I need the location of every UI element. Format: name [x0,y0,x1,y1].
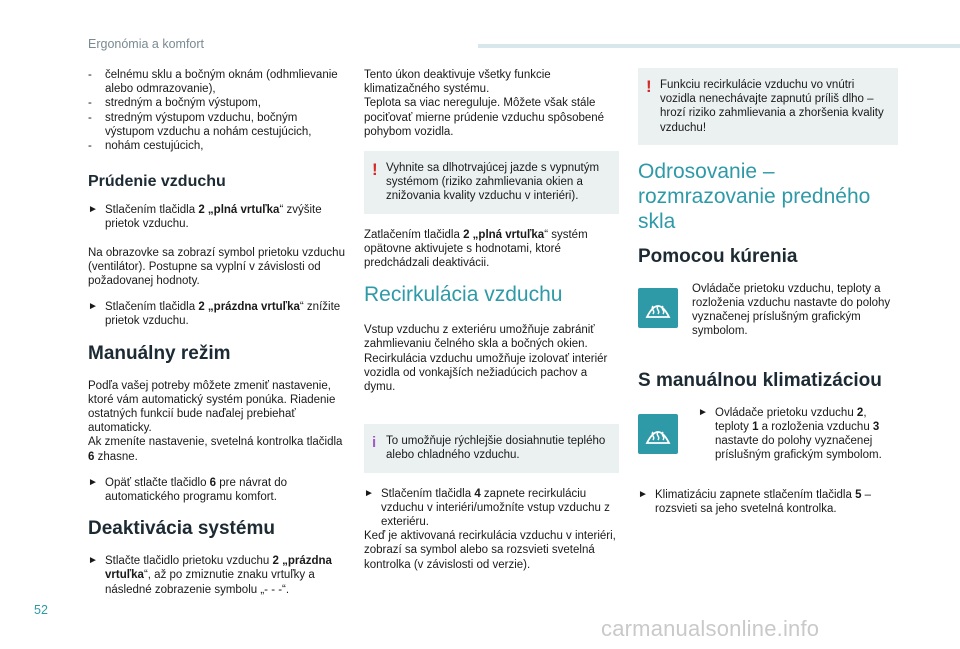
paragraph: Ak zmeníte nastavenie, svetelná kontrolka tlačidla 6 zhasne. [88,436,343,463]
bullet-item: ► Stlačte tlačidlo prietoku vzduchu 2 „prázdna vrtuľka“, až po zmiznutie znaku vrtuľky a následné zobrazenie symbolu „- - -“. [88,555,332,596]
defrost-heating-text: Ovládače prietoku vzduchu, teploty a rozloženia vzduchu nastavte do polohy vyznačenej príslušným grafickým symbolom. [692,282,891,338]
bullet-item: ► Stlačením tlačidla 2 „plná vrtuľka“ zvýšite prietok vzduchu. [88,204,322,231]
paragraph: Zatlačením tlačidla 2 „plná vrtuľka“ systém opätovne aktivujete s hodnotami, ktoré predchádzali deaktivácii. [364,228,588,270]
arrow-bullet-icon: ► [88,476,98,488]
windshield-defrost-icon [638,288,678,328]
arrow-bullet-icon: ► [88,301,98,313]
heading-kurenie: Pomocou kúrenia [638,245,798,267]
paragraph: Recirkulácia vzduchu umožňuje izolovať interiér vozidla od vonkajších nežiadúcich pachov a dymu. [364,352,608,394]
bullet-item: ► Stlačením tlačidla 4 zapnete recirkuláciu vzduchu v interiéri/umožníte vstup vzduchu z exteriéru. [364,487,610,529]
heading-deaktivacia: Deaktivácia systému [88,518,275,540]
windshield-defrost-icon [638,414,678,454]
arrow-bullet-icon: ► [698,406,708,418]
warning-note: ! Vyhnite sa dlhotrvajúcej jazde s vypnutým systémom (riziko zahmlievania okien a znižovania kvality vzduchu v interiéri). [364,151,619,214]
column-middle [364,68,619,584]
warning-note: ! Funkciu recirkulácie vzduchu vo vnútri vozidla nenechávajte zapnutú príliš dlho – hrozí riziko zahmlievania a zhoršenia kvality vzduchu! [638,68,898,145]
heading-recirkulacia: Recirkulácia vzduchu [364,283,563,307]
bullet-item: ► Opäť stlačte tlačidlo 6 pre návrat do automatického programu komfort. [88,476,288,504]
arrow-bullet-icon: ► [364,487,374,499]
heading-prudenie: Prúdenie vzduchu [88,173,226,191]
bullet-item: ► Klimatizáciu zapnete stlačením tlačidla 5 – rozsvieti sa jeho svetelná kontrolka. [638,488,872,516]
bullet-item: ► Ovládače prietoku vzduchu 2, teploty 1 a rozloženia vzduchu 3 nastavte do polohy vyznačenej príslušným grafickým symbolom. [698,406,882,462]
warning-icon: ! [372,160,378,180]
column-left [88,68,348,611]
info-note: i To umožňuje rýchlejšie dosiahnutie teplého alebo chladného vzduchu. [364,424,619,472]
list-item: - stredným výstupom vzduchu, bočným výstupom vzduchu a nohám cestujúcich, [88,111,348,139]
paragraph: Keď je aktivovaná recirkulácia vzduchu v interiéri, zobrazí sa symbol alebo sa rozsvieti svetelná kontrolka (v závislosti od verzie). [364,530,616,571]
heading-odrosovanie: Odrosovanie – rozmrazovanie predného skla [638,159,871,233]
heading-manual-ac: S manuálnou klimatizáciou [638,369,882,391]
bullet-item: ► Stlačením tlačidla 2 „prázdna vrtuľka“ znížite prietok vzduchu. [88,301,341,328]
heading-manual: Manuálny režim [88,342,231,364]
arrow-bullet-icon: ► [88,204,98,216]
arrow-bullet-icon: ► [88,555,98,567]
defrost-heating-block [638,282,898,346]
page-number: 52 [34,603,48,617]
list-item: - čelnému sklu a bočným oknám (odhmlievanie alebo odmrazovanie), [88,68,348,96]
paragraph: Vstup vzduchu z exteriéru umožňuje zabrániť zahmlievaniu čelného skla a bočných okien. [364,324,595,351]
paragraph: Tento úkon deaktivuje všetky funkcie klimatizačného systému. [364,69,551,96]
arrow-bullet-icon: ► [638,488,648,500]
list-item: - nohám cestujúcich, [88,139,348,153]
warning-icon: ! [646,77,652,96]
paragraph: Teplota sa viac nereguluje. Môžete však stále pociťovať mierne prúdenie vzduchu spôsobené pohybom vozidla. [364,97,605,138]
paragraph: Podľa vašej potreby môžete zmeniť nastavenie, ktoré vám automatický systém ponúka. Riadenie ostatných funkcií bude naďalej prebiehať automaticky. [88,379,336,435]
defrost-manual-block [638,406,898,478]
list-item: - stredným a bočným výstupom, [88,96,348,110]
info-icon: i [372,434,377,452]
header-bar [478,44,960,48]
watermark: carmanualsonline.info [601,616,820,641]
column-right [638,68,898,530]
page-header-title: Ergonómia a komfort [88,37,205,51]
airflow-list [88,68,348,153]
paragraph: Na obrazovke sa zobrazí symbol prietoku vzduchu (ventilátor). Postupne sa vyplní v závislosti od požadovanej hodnoty. [88,246,345,288]
